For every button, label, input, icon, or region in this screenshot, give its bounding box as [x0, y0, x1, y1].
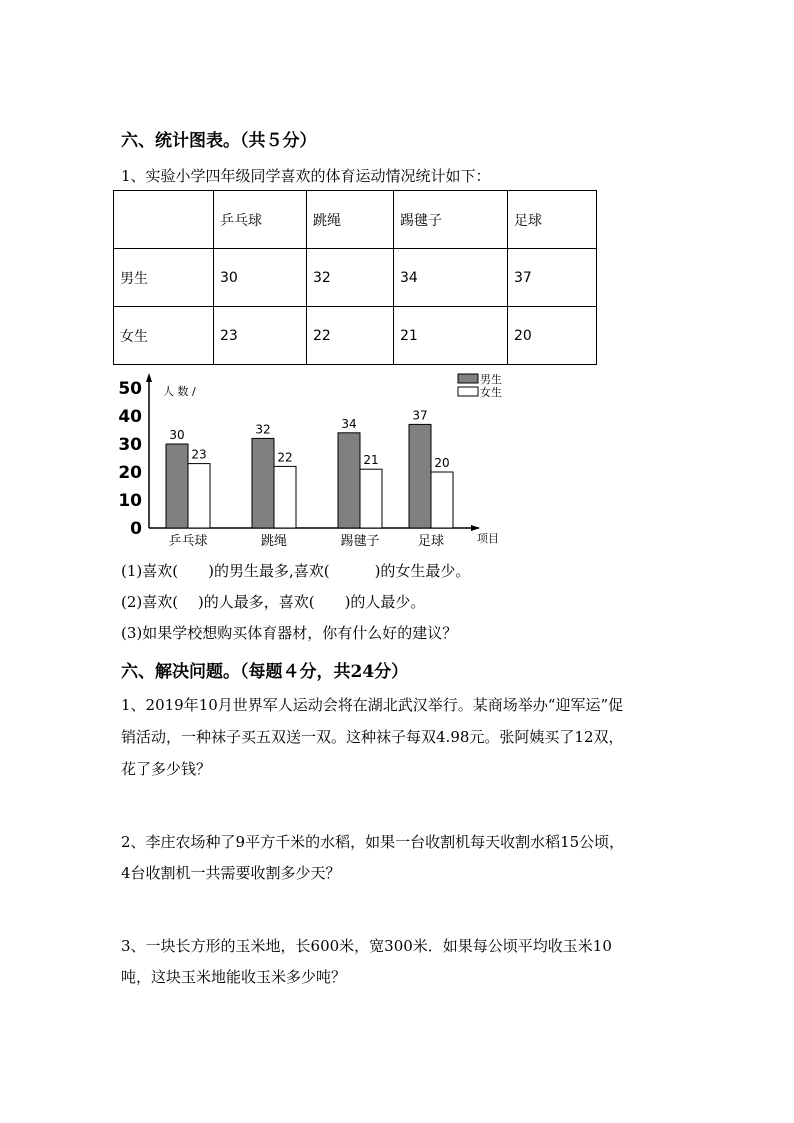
table-row	[114, 249, 597, 307]
bar	[360, 469, 382, 528]
legend-swatch	[458, 374, 478, 383]
y-tick-label: 10	[118, 491, 142, 511]
data-label: 23	[191, 447, 207, 462]
word-problem-3-line: 3、一块长方形的玉米地，长600米，宽300米．如果每公顷平均收玉米10	[121, 937, 612, 955]
word-problem-2-line: 2、李庄农场种了9平方千米的水稻，如果一台收割机每天收割水稻15公顷，	[121, 833, 625, 851]
problem-intro: 1、实验小学四年级同学喜欢的体育运动情况统计如下：	[121, 167, 491, 185]
y-tick-label: 50	[118, 379, 142, 399]
word-problem-1-line: 花了多少钱？	[121, 760, 212, 778]
y-tick-label: 40	[118, 407, 142, 427]
word-problem-2-line: 4台收割机一共需要收割多少天？	[121, 864, 341, 882]
y-tick-label: 30	[118, 435, 142, 455]
table-header-cell: 乒乓球	[214, 191, 307, 249]
table-header-row	[114, 191, 597, 249]
word-problem-3-line: 吨，这块玉米地能收玉米多少吨？	[121, 968, 347, 986]
table-row-label: 男生	[114, 249, 214, 307]
table-header-cell: 踢毽子	[394, 191, 508, 249]
x-axis-label: 项目	[477, 532, 499, 545]
category-label: 跳绳	[260, 534, 288, 549]
table-cell: 34	[394, 249, 508, 307]
data-label: 20	[434, 456, 450, 470]
bar	[431, 472, 453, 528]
table-corner-cell	[114, 191, 214, 249]
word-problem-1-line: 销活动，一种袜子买五双送一双。这种袜子每双4.98元。张阿姨买了12双，	[121, 728, 624, 746]
question-2: (2)喜欢( )的人最多，喜欢( )的人最少。	[121, 593, 426, 611]
x-axis-arrow	[471, 525, 480, 531]
table-row	[114, 307, 597, 365]
section-heading-statistics: 六、统计图表。（共５分）	[121, 131, 317, 151]
table-cell: 30	[214, 249, 307, 307]
table-header-cell: 足球	[508, 191, 597, 249]
question-3: (3)如果学校想购买体育器材，你有什么好的建议？	[121, 624, 458, 642]
bar-chart	[113, 368, 513, 553]
bar	[409, 424, 431, 528]
y-tick-label: 20	[118, 463, 142, 483]
bar	[252, 438, 274, 528]
legend-label: 男生	[480, 373, 502, 386]
table-cell: 20	[508, 307, 597, 365]
bar	[338, 433, 360, 528]
section-heading-problems: 六、解决问题。（每题４分，共24分）	[121, 662, 409, 682]
data-label: 30	[169, 428, 185, 442]
data-label: 21	[363, 453, 379, 468]
y-tick-label: 0	[130, 519, 142, 539]
table-row-label: 女生	[114, 307, 214, 365]
category-label: 乒乓球	[168, 534, 208, 549]
bar	[274, 466, 296, 528]
question-1: (1)喜欢( )的男生最多,喜欢( )的女生最少。	[121, 562, 471, 580]
table-cell: 23	[214, 307, 307, 365]
word-problem-1-line: 1、2019年10月世界军人运动会将在湖北武汉举行。某商场举办“迎军运”促	[121, 696, 624, 714]
data-label: 37	[412, 408, 428, 423]
legend-label: 女生	[480, 386, 502, 399]
table-header-cell: 跳绳	[307, 191, 394, 249]
table-cell: 21	[394, 307, 508, 365]
table-cell: 37	[508, 249, 597, 307]
bar	[166, 444, 188, 528]
data-label: 32	[255, 422, 271, 437]
table-cell: 32	[307, 249, 394, 307]
category-label: 足球	[417, 534, 445, 549]
y-axis-label: 人 数 /	[163, 385, 196, 398]
legend-swatch	[458, 387, 478, 396]
y-axis-arrow	[146, 373, 152, 382]
data-label: 22	[277, 450, 293, 465]
table-cell: 22	[307, 307, 394, 365]
stats-table	[113, 190, 597, 365]
category-label: 踢毽子	[340, 534, 380, 549]
bar	[188, 464, 210, 528]
data-label: 34	[341, 416, 357, 431]
